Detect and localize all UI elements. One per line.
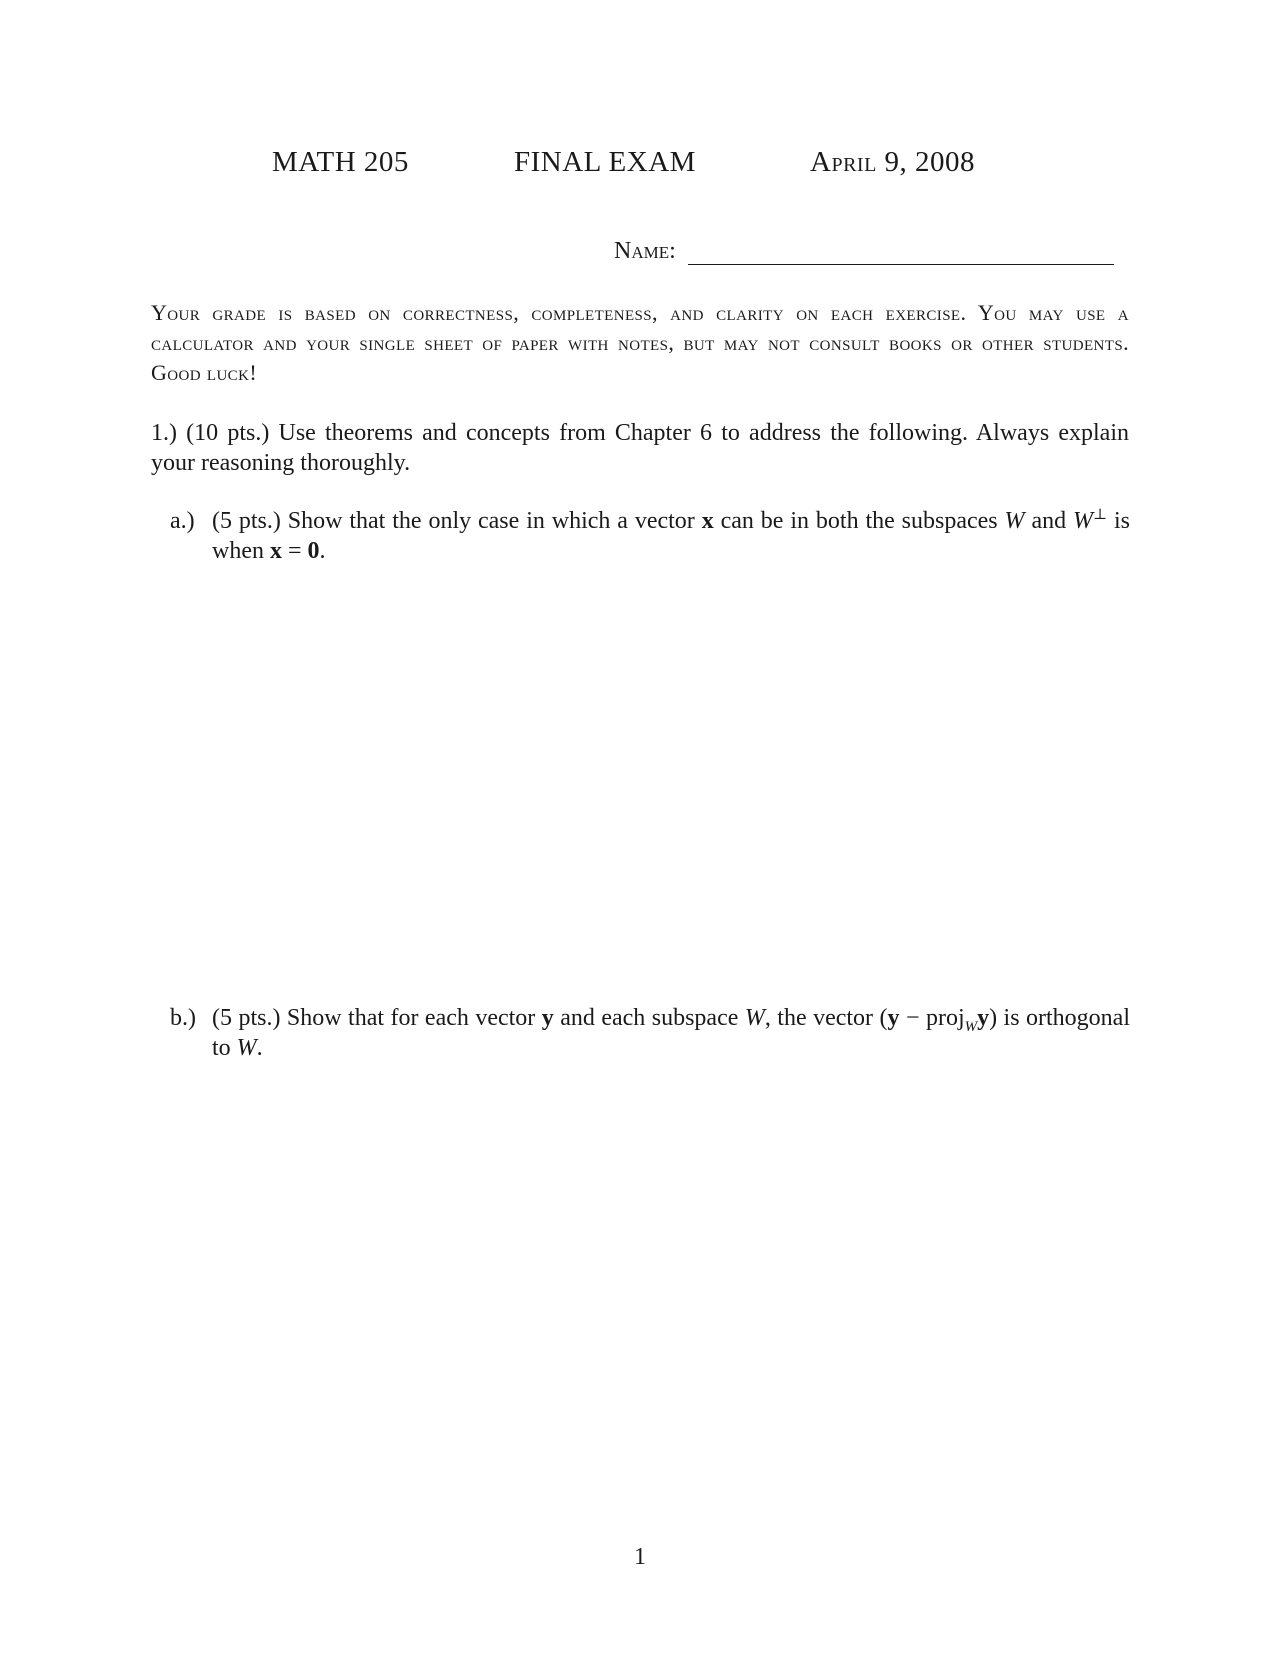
name-label: Name: [614,238,676,264]
part-label: a.) [170,508,195,534]
question-1-prompt: 1.) (10 pts.) Use theorems and concepts from Chapter 6 to address the following. Always explain your reasoning thoroughly. [151,420,1129,476]
instructions: Your grade is based on correctness, completeness, and clarity on each exercise. You may use a calculator and your single sheet of paper with notes, but may not consult books or other students. Good luck! [151,300,1129,385]
question-1a [170,506,1130,566]
part-text: (5 pts.) Show that the only case in which a vector x can be in both the subspaces W and W⊥ is when x = 0. [212,507,1130,564]
part-label: b.) [170,1005,196,1031]
exam-date: April 9, 2008 [810,146,976,178]
question-1b [170,1003,1130,1063]
page-number: 1 [634,1544,646,1570]
name-field [614,238,1114,265]
name-blank[interactable] [688,242,1114,265]
part-text: (5 pts.) Show that for each vector y and each subspace W, the vector (y − proj$_W$y) is orthogonal to W. [212,1005,1131,1061]
exam-title: FINAL EXAM [514,146,696,178]
course-code: MATH 205 [272,146,409,178]
